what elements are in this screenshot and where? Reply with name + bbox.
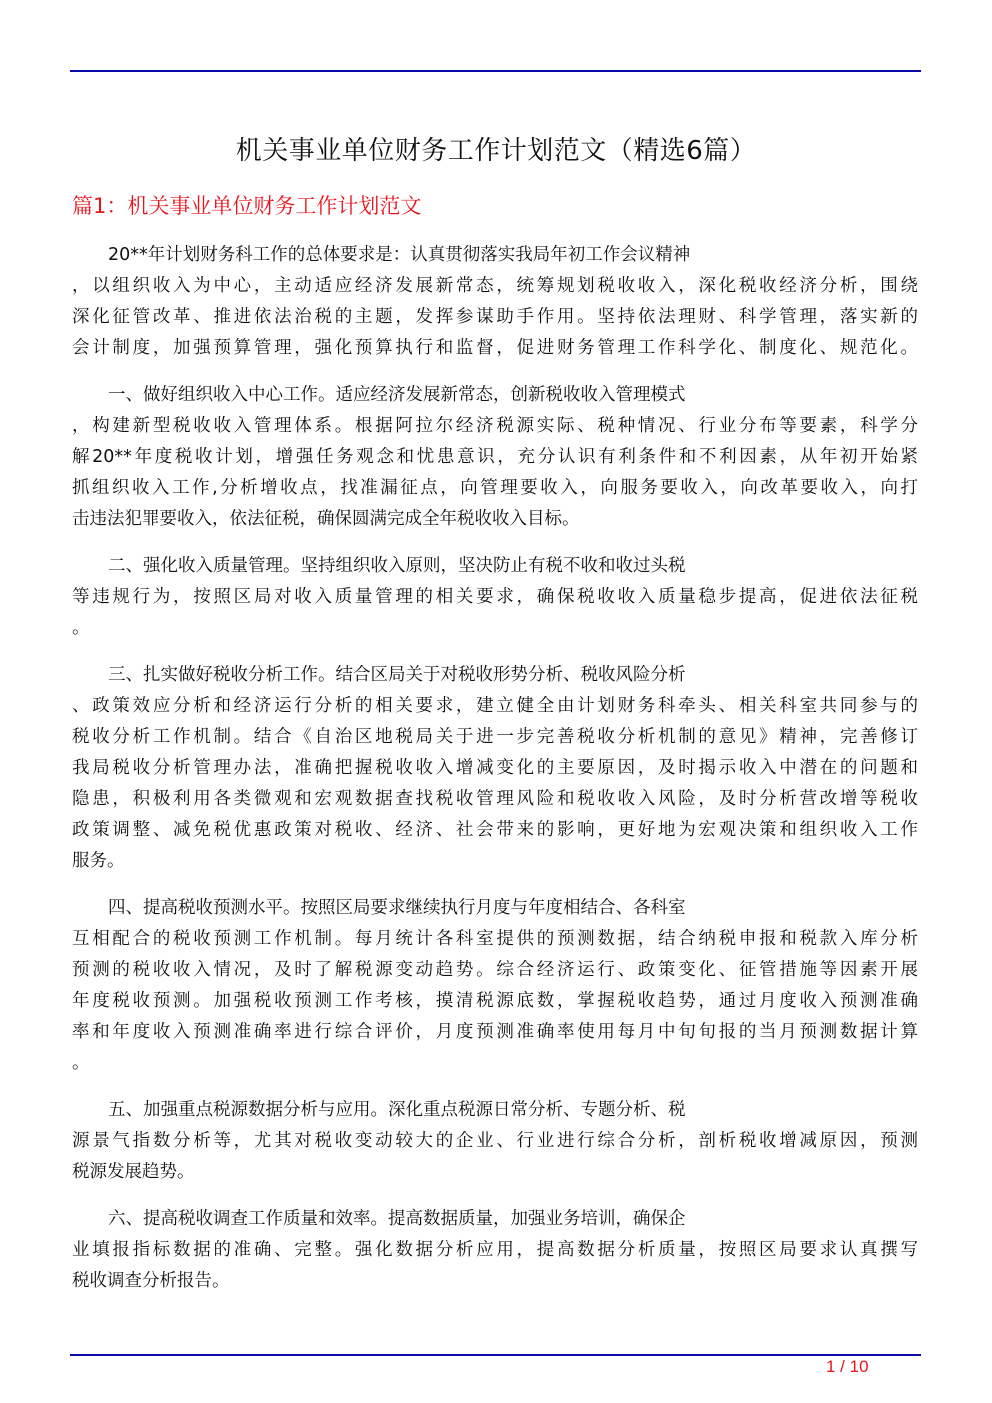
paragraph-line: 深化征管改革、推进依法治税的主题，发挥参谋助手作用。坚持依法理财、科学管理，落实新的 <box>72 307 918 327</box>
paragraph-line: 、政策效应分析和经济运行分析的相关要求，建立健全由计划财务科牵头、相关科室共同参与的 <box>72 696 918 716</box>
paragraph-line: 隐患，积极利用各类微观和宏观数据查找税收管理风险和税收收入风险，及时分析营改增等税收 <box>72 789 918 809</box>
paragraph-line: 率和年度收入预测准确率进行综合评价，月度预测准确率使用每月中旬旬报的当月预测数据计算 <box>72 1022 918 1042</box>
paragraph-line: ，以组织收入为中心，主动适应经济发展新常态，统筹规划税收收入，深化税收经济分析，围绕 <box>72 276 918 296</box>
paragraph-line: 服务。 <box>72 851 125 871</box>
footer-rule <box>70 1354 921 1356</box>
paragraph-item-3 <box>72 660 918 877</box>
paragraph-line: 五、加强重点税源数据分析与应用。深化重点税源日常分析、专题分析、税 <box>108 1100 686 1120</box>
document-body <box>72 240 918 1313</box>
paragraph-line: 预测的税收收入情况，及时了解税源变动趋势。综合经济运行、政策变化、征管措施等因素开展 <box>72 960 918 980</box>
document-title: 机关事业单位财务工作计划范文（精选6篇） <box>235 136 757 166</box>
paragraph-line: 三、扎实做好税收分析工作。结合区局关于对税收形势分析、税收风险分析 <box>108 665 686 685</box>
paragraph-line: 等违规行为，按照区局对收入质量管理的相关要求，确保税收收入质量稳步提高，促进依法征税 <box>72 587 918 607</box>
paragraph-item-2 <box>72 551 918 644</box>
paragraph-item-5 <box>72 1095 918 1188</box>
paragraph-line: 业填报指标数据的准确、完整。强化数据分析应用，提高数据分析质量，按照区局要求认真撰写 <box>72 1240 918 1260</box>
paragraph-line: 抓组织收入工作,分析增收点，找准漏征点，向管理要收入，向服务要收入，向改革要收入，向打 <box>72 478 918 498</box>
paragraph-item-1 <box>72 380 918 535</box>
paragraph-line: 解20**年度税收计划，增强任务观念和忧患意识，充分认识有利条件和不利因素，从年初开始紧 <box>72 447 918 467</box>
paragraph-line: 击违法犯罪要收入，依法征税，确保圆满完成全年税收收入目标。 <box>72 509 580 529</box>
paragraph-line: 20**年计划财务科工作的总体要求是：认真贯彻落实我局年初工作会议精神 <box>108 245 691 265</box>
paragraph-line: 。 <box>72 618 90 638</box>
paragraph-line: 二、强化收入质量管理。坚持组织收入原则，坚决防止有税不收和收过头税 <box>108 556 686 576</box>
paragraph-line: 税收分析工作机制。结合《自治区地税局关于进一步完善税收分析机制的意见》精神，完善修订 <box>72 727 918 747</box>
page-number: 1 / 10 <box>826 1357 869 1376</box>
paragraph-line: 税收调查分析报告。 <box>72 1271 230 1291</box>
paragraph-line: 会计制度，加强预算管理，强化预算执行和监督，促进财务管理工作科学化、制度化、规范化。 <box>72 338 918 358</box>
paragraph-line: 一、做好组织收入中心工作。适应经济发展新常态，创新税收收入管理模式 <box>108 385 686 405</box>
paragraph-line: 。 <box>72 1053 90 1073</box>
paragraph-line: 四、提高税收预测水平。按照区局要求继续执行月度与年度相结合、各科室 <box>108 898 686 918</box>
paragraph-line: 政策调整、减免税优惠政策对税收、经济、社会带来的影响，更好地为宏观决策和组织收入工作 <box>72 820 918 840</box>
paragraph-overview <box>72 240 918 364</box>
paragraph-line: 六、提高税收调查工作质量和效率。提高数据质量，加强业务培训，确保企 <box>108 1209 686 1229</box>
header-rule <box>70 70 921 72</box>
paragraph-line: 互相配合的税收预测工作机制。每月统计各科室提供的预测数据，结合纳税申报和税款入库分析 <box>72 929 918 949</box>
paragraph-item-6 <box>72 1204 918 1297</box>
section-heading: 篇1：机关事业单位财务工作计划范文 <box>72 194 422 218</box>
paragraph-line: 税源发展趋势。 <box>72 1162 195 1182</box>
paragraph-line: 年度税收预测。加强税收预测工作考核，摸清税源底数，掌握税收趋势，通过月度收入预测准确 <box>72 991 918 1011</box>
paragraph-line: 我局税收分析管理办法，准确把握税收收入增减变化的主要原因，及时揭示收入中潜在的问题和 <box>72 758 918 778</box>
paragraph-item-4 <box>72 893 918 1079</box>
paragraph-line: 源景气指数分析等，尤其对税收变动较大的企业、行业进行综合分析，剖析税收增减原因，预测 <box>72 1131 918 1151</box>
paragraph-line: ，构建新型税收收入管理体系。根据阿拉尔经济税源实际、税种情况、行业分布等要素，科学分 <box>72 416 918 436</box>
